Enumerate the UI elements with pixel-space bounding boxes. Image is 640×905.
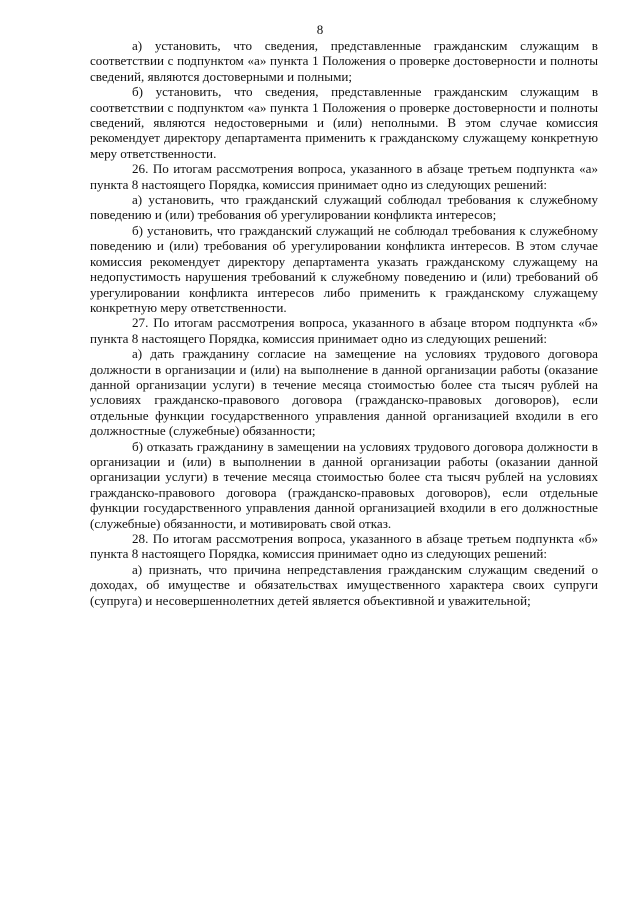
paragraph-28a: а) признать, что причина непредставления гражданским служащим сведений о доходах, об имуществе и обязательствах имущественного характера своих супруги (супруга) и несовершеннолетних детей является объективной и уважительной; [90, 561, 598, 608]
paragraph-28: 28. По итогам рассмотрения вопроса, указанного в абзаце третьем подпункта «б» пункта 8 настоящего Порядка, комиссия принимает одно из следующих решений: [90, 531, 598, 562]
paragraph-26: 26. По итогам рассмотрения вопроса, указанного в абзаце третьем подпункта «а» пункта 8 настоящего Порядка, комиссия принимает одно из следующих решений: [90, 161, 598, 192]
paragraph-27: 27. По итогам рассмотрения вопроса, указанного в абзаце втором подпункта «б» пункта 8 настоящего Порядка, комиссия принимает одно из следующих решений: [90, 315, 598, 346]
paragraph-26a: а) установить, что гражданский служащий соблюдал требования к служебному поведению и (или) требования об урегулировании конфликта интересов; [90, 192, 598, 223]
paragraph-27a: а) дать гражданину согласие на замещение на условиях трудового договора должности в организации и (или) на выполнение в данной организации работы (оказание данной организации услуги) в течение месяца стоимостью более ста тысяч рублей на условиях гражданско-правового договора (гражданско-правовых договоров), если отдельные функции государственного управления данной организацией входили в его должностные (служебные) обязанности; [90, 346, 598, 439]
page-number: 8 [316, 22, 324, 37]
paragraph-25b: б) установить, что сведения, представленные гражданским служащим в соответствии с подпунктом «а» пункта 1 Положения о проверке достоверности и полноты сведений, являются недостоверными и (или) неполными. В этом случае комиссия рекомендует директору департамента применить к гражданскому служащему конкретную меру ответственности. [90, 84, 598, 161]
document-body [90, 38, 598, 608]
paragraph-25a: а) установить, что сведения, представленные гражданским служащим в соответствии с подпунктом «а» пункта 1 Положения о проверке достоверности и полноты сведений, являются достоверными и полными; [90, 38, 598, 84]
paragraph-26b: б) установить, что гражданский служащий не соблюдал требования к служебному поведению и (или) требования об урегулировании конфликта интересов. В этом случае комиссия рекомендует директору департамента указать гражданскому служащему на недопустимость нарушения требований к служебному поведению и (или) требований об урегулировании конфликта интересов либо применить к гражданскому служащему конкретную меру ответственности. [90, 222, 598, 315]
paragraph-27b: б) отказать гражданину в замещении на условиях трудового договора должности в организации и (или) в выполнении в данной организации работы (оказании данной организации услуги) в течение месяца стоимостью более ста тысяч рублей на условиях гражданско-правового договора (гражданско-правовых договоров), если отдельные функции государственного управления данной организацией входили в его должностные (служебные) обязанности, и мотивировать свой отказ. [90, 438, 598, 531]
